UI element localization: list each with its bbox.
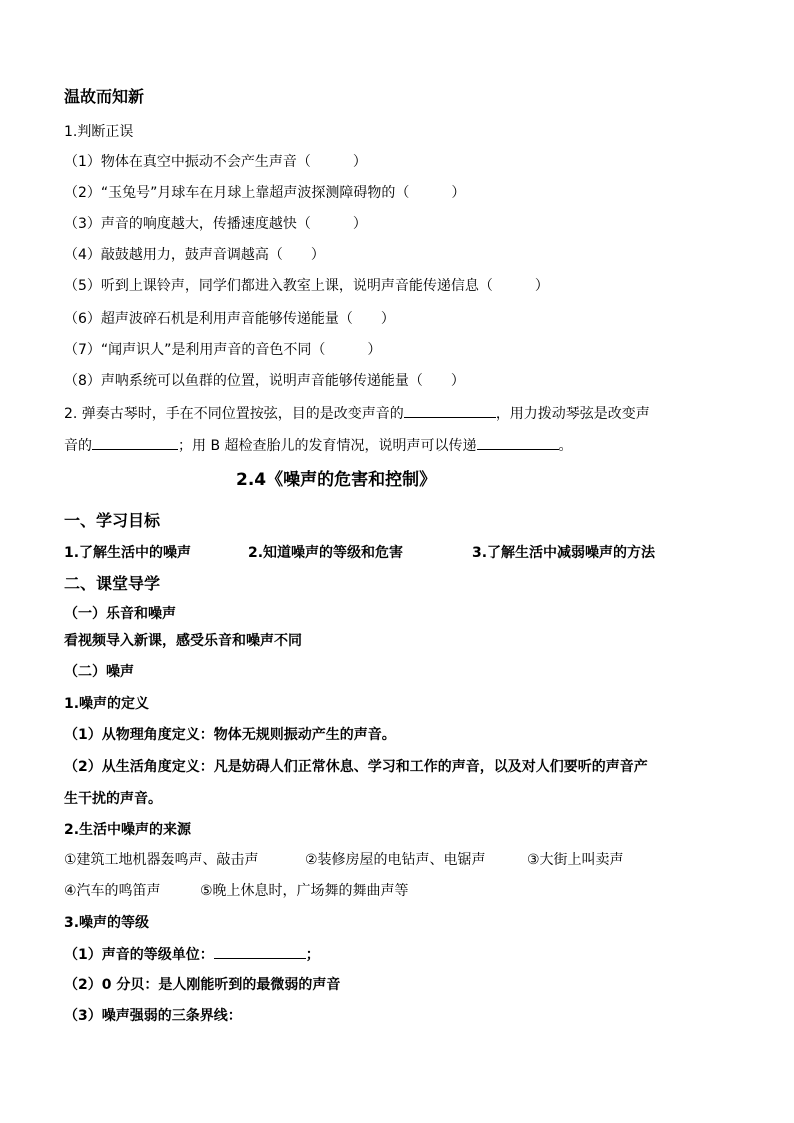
definition-2-line-1: （2）从生活角度定义：凡是妨碍人们正常休息、学习和工作的声音，以及对人们要听的声音产 <box>64 759 648 775</box>
source-1: ①建筑工地机器轰鸣声、敲击声 <box>64 852 259 868</box>
judge-item-3: （3）声音的响度越大，传播速度越快（ ） <box>64 216 367 232</box>
sources-title: 2.生活中噪声的来源 <box>64 822 192 838</box>
source-4: ④汽车的鸣笛声 <box>64 883 161 899</box>
section-guide-title: 二、课堂导学 <box>64 574 161 593</box>
q2-text-3: 音的 <box>64 438 92 454</box>
q2-text-1: 2. 弹奏古琴时，手在不同位置按弦，目的是改变声音的 <box>64 406 404 422</box>
judge-item-2: （2）“玉兔号”月球车在月球上靠超声波探测障碍物的（ ） <box>64 185 466 201</box>
review-title: 温故而知新 <box>64 87 145 106</box>
lesson-title: 2.4《噪声的危害和控制》 <box>236 470 437 490</box>
q1-title: 1.判断正误 <box>64 124 134 140</box>
judge-item-4: （4）敲鼓越用力，鼓声音调越高（ ） <box>64 247 325 263</box>
q2-blank-1[interactable] <box>404 403 496 418</box>
goal-3: 3.了解生活中减弱噪声的方法 <box>472 545 656 561</box>
definition-2-line-2: 生干扰的声音。 <box>64 791 162 807</box>
section-goals-title: 一、学习目标 <box>64 511 161 530</box>
goal-2: 2.知道噪声的等级和危害 <box>248 545 404 561</box>
judge-item-1: （1）物体在真空中振动不会产生声音（ ） <box>64 154 367 170</box>
source-5: ⑤晚上休息时，广场舞的舞曲声等 <box>200 883 409 899</box>
q2-line-2 <box>64 435 573 456</box>
q2-blank-2[interactable] <box>92 435 178 450</box>
level-3: （3）噪声强弱的三条界线： <box>64 1008 242 1024</box>
q2-text-5: 。 <box>558 438 573 454</box>
judge-item-7: （7）“闻声识人”是利用声音的音色不同（ ） <box>64 342 382 358</box>
q2-line-1 <box>64 403 650 424</box>
part2-title: （二）噪声 <box>64 664 134 680</box>
source-2: ②装修房屋的电钻声、电锯声 <box>305 852 486 868</box>
level-1 <box>64 944 320 965</box>
q2-text-4: ；用 B 超检查胎儿的发育情况，说明声可以传递 <box>178 438 477 454</box>
q2-blank-3[interactable] <box>477 435 559 450</box>
source-3: ③大街上叫卖声 <box>527 852 624 868</box>
level-2: （2）0 分贝：是人刚能听到的最微弱的声音 <box>64 977 341 993</box>
judge-item-6: （6）超声波碎石机是利用声音能够传递能量（ ） <box>64 311 395 327</box>
definition-title: 1.噪声的定义 <box>64 696 150 712</box>
level-title: 3.噪声的等级 <box>64 915 150 931</box>
part1-title: （一）乐音和噪声 <box>64 606 176 622</box>
part1-text: 看视频导入新课，感受乐音和噪声不同 <box>64 633 302 649</box>
goal-1: 1.了解生活中的噪声 <box>64 545 192 561</box>
level-unit-blank[interactable] <box>214 944 306 959</box>
judge-item-8: （8）声呐系统可以鱼群的位置，说明声音能够传递能量（ ） <box>64 373 465 389</box>
judge-item-5: （5）听到上课铃声，同学们都进入教室上课，说明声音能传递信息（ ） <box>64 278 549 294</box>
q2-text-2: ，用力拨动琴弦是改变声 <box>495 406 650 422</box>
level-1-text: （1）声音的等级单位： <box>64 947 214 963</box>
level-1-end: ； <box>305 947 320 963</box>
definition-1: （1）从物理角度定义：物体无规则振动产生的声音。 <box>64 727 396 743</box>
